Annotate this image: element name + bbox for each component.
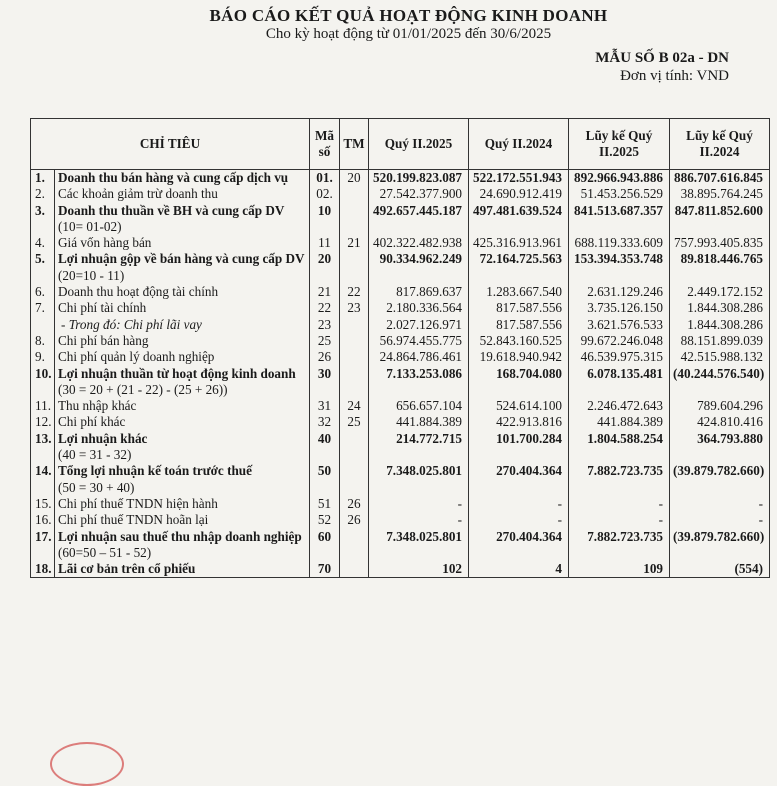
row-label: Chi phí tài chính (55, 300, 310, 316)
table-row (31, 219, 770, 235)
value-ytd-2024: (39.879.782.660) (670, 463, 770, 479)
value-ytd-2024: 757.993.405.835 (670, 235, 770, 251)
row-note: 23 (340, 300, 369, 316)
row-label: Giá vốn hàng bán (55, 235, 310, 251)
row-label: Doanh thu hoạt động tài chính (55, 284, 310, 300)
value-q2-2025: 7.348.025.801 (369, 463, 469, 479)
header-ma-so: Mã số (310, 119, 340, 170)
row-note (340, 480, 369, 496)
row-number: 17. (31, 529, 55, 545)
value-ytd-2024: 364.793.880 (670, 431, 770, 447)
value-q2-2024: 817.587.556 (469, 317, 569, 333)
row-code: 50 (310, 463, 340, 479)
table-row (31, 447, 770, 463)
form-number: MẪU SỐ B 02a - DN (595, 50, 729, 66)
value-ytd-2025: 441.884.389 (569, 414, 670, 430)
value-q2-2025: 56.974.455.775 (369, 333, 469, 349)
value-q2-2024 (469, 480, 569, 496)
table-row (31, 284, 770, 300)
row-number (31, 545, 55, 561)
row-code: 25 (310, 333, 340, 349)
table-row (31, 414, 770, 430)
value-q2-2025 (369, 219, 469, 235)
row-number: 7. (31, 300, 55, 316)
row-number: 18. (31, 561, 55, 578)
row-label: Lợi nhuận khác (55, 431, 310, 447)
row-code (310, 268, 340, 284)
row-note (340, 366, 369, 382)
value-ytd-2024: (39.879.782.660) (670, 529, 770, 545)
value-ytd-2024: (40.244.576.540) (670, 366, 770, 382)
value-q2-2024: - (469, 496, 569, 512)
row-label: (60=50 – 51 - 52) (55, 545, 310, 561)
row-label: Doanh thu bán hàng và cung cấp dịch vụ (55, 170, 310, 187)
table-row (31, 561, 770, 578)
row-number: 13. (31, 431, 55, 447)
row-note: 22 (340, 284, 369, 300)
row-code (310, 219, 340, 235)
value-q2-2025: 7.348.025.801 (369, 529, 469, 545)
row-label: Chi phí thuế TNDN hiện hành (55, 496, 310, 512)
table-row (31, 251, 770, 267)
row-label: Lợi nhuận sau thuế thu nhập doanh nghiệp (55, 529, 310, 545)
value-q2-2024: 1.283.667.540 (469, 284, 569, 300)
row-label: Thu nhập khác (55, 398, 310, 414)
value-ytd-2025: 688.119.333.609 (569, 235, 670, 251)
row-code: 31 (310, 398, 340, 414)
row-note (340, 545, 369, 561)
value-q2-2025 (369, 447, 469, 463)
header-tm: TM (340, 119, 369, 170)
table-row (31, 170, 770, 187)
table-row (31, 512, 770, 528)
value-ytd-2025: - (569, 512, 670, 528)
row-note: 21 (340, 235, 369, 251)
table-row (31, 496, 770, 512)
row-label: (30 = 20 + (21 - 22) - (25 + 26)) (55, 382, 310, 398)
value-q2-2025 (369, 545, 469, 561)
value-q2-2024: 24.690.912.419 (469, 186, 569, 202)
table-row (31, 431, 770, 447)
value-ytd-2024: 1.844.308.286 (670, 300, 770, 316)
value-ytd-2024: 38.895.764.245 (670, 186, 770, 202)
value-ytd-2024 (670, 447, 770, 463)
value-q2-2025: 27.542.377.900 (369, 186, 469, 202)
row-note (340, 561, 369, 578)
table-row (31, 349, 770, 365)
value-q2-2025: 441.884.389 (369, 414, 469, 430)
row-note: 24 (340, 398, 369, 414)
row-note (340, 463, 369, 479)
row-number: 8. (31, 333, 55, 349)
value-q2-2025: 402.322.482.938 (369, 235, 469, 251)
value-q2-2024 (469, 382, 569, 398)
row-label: (50 = 30 + 40) (55, 480, 310, 496)
row-number: 6. (31, 284, 55, 300)
value-q2-2025: 520.199.823.087 (369, 170, 469, 187)
row-code: 01. (310, 170, 340, 187)
table-row (31, 300, 770, 316)
value-ytd-2025: 109 (569, 561, 670, 578)
row-code (310, 545, 340, 561)
value-q2-2025: 2.180.336.564 (369, 300, 469, 316)
row-number: 14. (31, 463, 55, 479)
header-q2-2025: Quý II.2025 (369, 119, 469, 170)
value-ytd-2025: 2.246.472.643 (569, 398, 670, 414)
row-number (31, 219, 55, 235)
row-label: (20=10 - 11) (55, 268, 310, 284)
row-label: (10= 01-02) (55, 219, 310, 235)
value-q2-2024: 522.172.551.943 (469, 170, 569, 187)
value-ytd-2025: 1.804.588.254 (569, 431, 670, 447)
value-ytd-2024 (670, 219, 770, 235)
value-q2-2024 (469, 268, 569, 284)
value-ytd-2024 (670, 480, 770, 496)
table-row (31, 366, 770, 382)
row-number: 16. (31, 512, 55, 528)
value-ytd-2024: 2.449.172.152 (670, 284, 770, 300)
row-number: 1. (31, 170, 55, 187)
row-code: 40 (310, 431, 340, 447)
value-q2-2024: 72.164.725.563 (469, 251, 569, 267)
value-ytd-2025: 99.672.246.048 (569, 333, 670, 349)
value-ytd-2025: - (569, 496, 670, 512)
table-row (31, 398, 770, 414)
row-label: Các khoản giảm trừ doanh thu (55, 186, 310, 202)
row-number (31, 268, 55, 284)
table-row (31, 333, 770, 349)
value-ytd-2024: 1.844.308.286 (670, 317, 770, 333)
table-row (31, 463, 770, 479)
value-ytd-2024: 424.810.416 (670, 414, 770, 430)
table-row (31, 317, 770, 333)
table-row (31, 235, 770, 251)
income-statement-table (30, 118, 770, 578)
value-q2-2025: 817.869.637 (369, 284, 469, 300)
value-ytd-2025 (569, 447, 670, 463)
value-ytd-2025: 7.882.723.735 (569, 529, 670, 545)
row-label: Tổng lợi nhuận kế toán trước thuế (55, 463, 310, 479)
value-ytd-2024: 42.515.988.132 (670, 349, 770, 365)
value-ytd-2024: 88.151.899.039 (670, 333, 770, 349)
row-note (340, 251, 369, 267)
row-note (340, 382, 369, 398)
row-label: (40 = 31 - 32) (55, 447, 310, 463)
row-number: 11. (31, 398, 55, 414)
table-row (31, 545, 770, 561)
report-period: Cho kỳ hoạt động từ 01/01/2025 đến 30/6/2025 (265, 26, 552, 42)
row-note (340, 203, 369, 219)
value-ytd-2025: 3.735.126.150 (569, 300, 670, 316)
value-q2-2025: 214.772.715 (369, 431, 469, 447)
row-number: 10. (31, 366, 55, 382)
table-row (31, 529, 770, 545)
row-number: 15. (31, 496, 55, 512)
value-q2-2024: 497.481.639.524 (469, 203, 569, 219)
table-row (31, 203, 770, 219)
row-code: 21 (310, 284, 340, 300)
row-label: Chi phí khác (55, 414, 310, 430)
value-q2-2024: 101.700.284 (469, 431, 569, 447)
value-q2-2025: 90.334.962.249 (369, 251, 469, 267)
header-lk-2024: Lũy kế Quý II.2024 (670, 119, 770, 170)
value-q2-2025: 656.657.104 (369, 398, 469, 414)
value-q2-2024: 422.913.816 (469, 414, 569, 430)
value-ytd-2024: (554) (670, 561, 770, 578)
row-note (340, 529, 369, 545)
value-q2-2025: 7.133.253.086 (369, 366, 469, 382)
row-code: 26 (310, 349, 340, 365)
value-q2-2024: 524.614.100 (469, 398, 569, 414)
value-q2-2024: 425.316.913.961 (469, 235, 569, 251)
row-label: Doanh thu thuần về BH và cung cấp DV (55, 203, 310, 219)
row-number: 2. (31, 186, 55, 202)
value-ytd-2024: 886.707.616.845 (670, 170, 770, 187)
value-q2-2025: - (369, 496, 469, 512)
table-row (31, 480, 770, 496)
value-ytd-2025: 7.882.723.735 (569, 463, 670, 479)
table-row (31, 382, 770, 398)
value-ytd-2024: 789.604.296 (670, 398, 770, 414)
row-code: 60 (310, 529, 340, 545)
value-q2-2025: 102 (369, 561, 469, 578)
value-q2-2025 (369, 382, 469, 398)
row-code: 70 (310, 561, 340, 578)
row-code: 23 (310, 317, 340, 333)
row-code: 51 (310, 496, 340, 512)
report-title: BÁO CÁO KẾT QUẢ HOẠT ĐỘNG KINH DOANH (209, 6, 608, 25)
row-note: 20 (340, 170, 369, 187)
value-q2-2024: 168.704.080 (469, 366, 569, 382)
value-q2-2024 (469, 447, 569, 463)
row-code (310, 447, 340, 463)
value-q2-2024 (469, 545, 569, 561)
header-lk-2025: Lũy kế Quý II.2025 (569, 119, 670, 170)
row-note: 26 (340, 496, 369, 512)
value-q2-2024: - (469, 512, 569, 528)
header-q2-2024: Quý II.2024 (469, 119, 569, 170)
row-code: 32 (310, 414, 340, 430)
row-code: 02. (310, 186, 340, 202)
value-q2-2024: 270.404.364 (469, 463, 569, 479)
row-code: 52 (310, 512, 340, 528)
row-number (31, 480, 55, 496)
value-ytd-2024: 89.818.446.765 (670, 251, 770, 267)
row-code: 30 (310, 366, 340, 382)
table-row (31, 186, 770, 202)
row-note (340, 431, 369, 447)
value-q2-2025 (369, 268, 469, 284)
header-chi-tieu: CHỈ TIÊU (31, 119, 310, 170)
value-ytd-2025: 153.394.353.748 (569, 251, 670, 267)
row-number: 3. (31, 203, 55, 219)
row-note (340, 317, 369, 333)
value-ytd-2024: - (670, 496, 770, 512)
value-ytd-2025: 892.966.943.886 (569, 170, 670, 187)
row-label: Chi phí bán hàng (55, 333, 310, 349)
value-q2-2024: 52.843.160.525 (469, 333, 569, 349)
row-number: 12. (31, 414, 55, 430)
row-number (31, 447, 55, 463)
row-number (31, 317, 55, 333)
value-ytd-2025 (569, 480, 670, 496)
value-ytd-2024 (670, 268, 770, 284)
company-seal (50, 742, 124, 786)
row-number: 4. (31, 235, 55, 251)
value-q2-2025: 2.027.126.971 (369, 317, 469, 333)
value-ytd-2025: 46.539.975.315 (569, 349, 670, 365)
value-ytd-2025 (569, 545, 670, 561)
value-ytd-2025: 841.513.687.357 (569, 203, 670, 219)
row-note: 26 (340, 512, 369, 528)
value-ytd-2024: - (670, 512, 770, 528)
row-label: Lãi cơ bản trên cổ phiếu (55, 561, 310, 578)
row-number (31, 382, 55, 398)
row-code: 11 (310, 235, 340, 251)
row-number: 5. (31, 251, 55, 267)
row-note (340, 268, 369, 284)
table-row (31, 268, 770, 284)
value-ytd-2024: 847.811.852.600 (670, 203, 770, 219)
value-ytd-2025: 2.631.129.246 (569, 284, 670, 300)
value-ytd-2025 (569, 382, 670, 398)
row-code (310, 382, 340, 398)
row-note (340, 219, 369, 235)
value-q2-2025: 24.864.786.461 (369, 349, 469, 365)
row-note (340, 349, 369, 365)
value-ytd-2025: 6.078.135.481 (569, 366, 670, 382)
value-q2-2024: 4 (469, 561, 569, 578)
row-note (340, 447, 369, 463)
row-code: 10 (310, 203, 340, 219)
value-ytd-2025 (569, 268, 670, 284)
value-q2-2024: 270.404.364 (469, 529, 569, 545)
row-code (310, 480, 340, 496)
row-code: 22 (310, 300, 340, 316)
value-ytd-2025 (569, 219, 670, 235)
table-body (31, 170, 770, 578)
value-q2-2025 (369, 480, 469, 496)
row-label: Lợi nhuận gộp về bán hàng và cung cấp DV (55, 251, 310, 267)
row-note (340, 186, 369, 202)
row-note (340, 333, 369, 349)
row-code: 20 (310, 251, 340, 267)
value-q2-2025: - (369, 512, 469, 528)
value-q2-2024: 817.587.556 (469, 300, 569, 316)
value-ytd-2025: 3.621.576.533 (569, 317, 670, 333)
value-q2-2024 (469, 219, 569, 235)
value-q2-2025: 492.657.445.187 (369, 203, 469, 219)
row-label: Chi phí thuế TNDN hoãn lại (55, 512, 310, 528)
value-ytd-2024 (670, 382, 770, 398)
row-note: 25 (340, 414, 369, 430)
row-number: 9. (31, 349, 55, 365)
currency-unit: Đơn vị tính: VND (620, 68, 729, 84)
value-ytd-2025: 51.453.256.529 (569, 186, 670, 202)
row-label: - Trong đó: Chi phí lãi vay (55, 317, 310, 333)
row-label: Lợi nhuận thuần từ hoạt động kinh doanh (55, 366, 310, 382)
value-ytd-2024 (670, 545, 770, 561)
row-label: Chi phí quản lý doanh nghiệp (55, 349, 310, 365)
value-q2-2024: 19.618.940.942 (469, 349, 569, 365)
header-row (31, 119, 770, 170)
